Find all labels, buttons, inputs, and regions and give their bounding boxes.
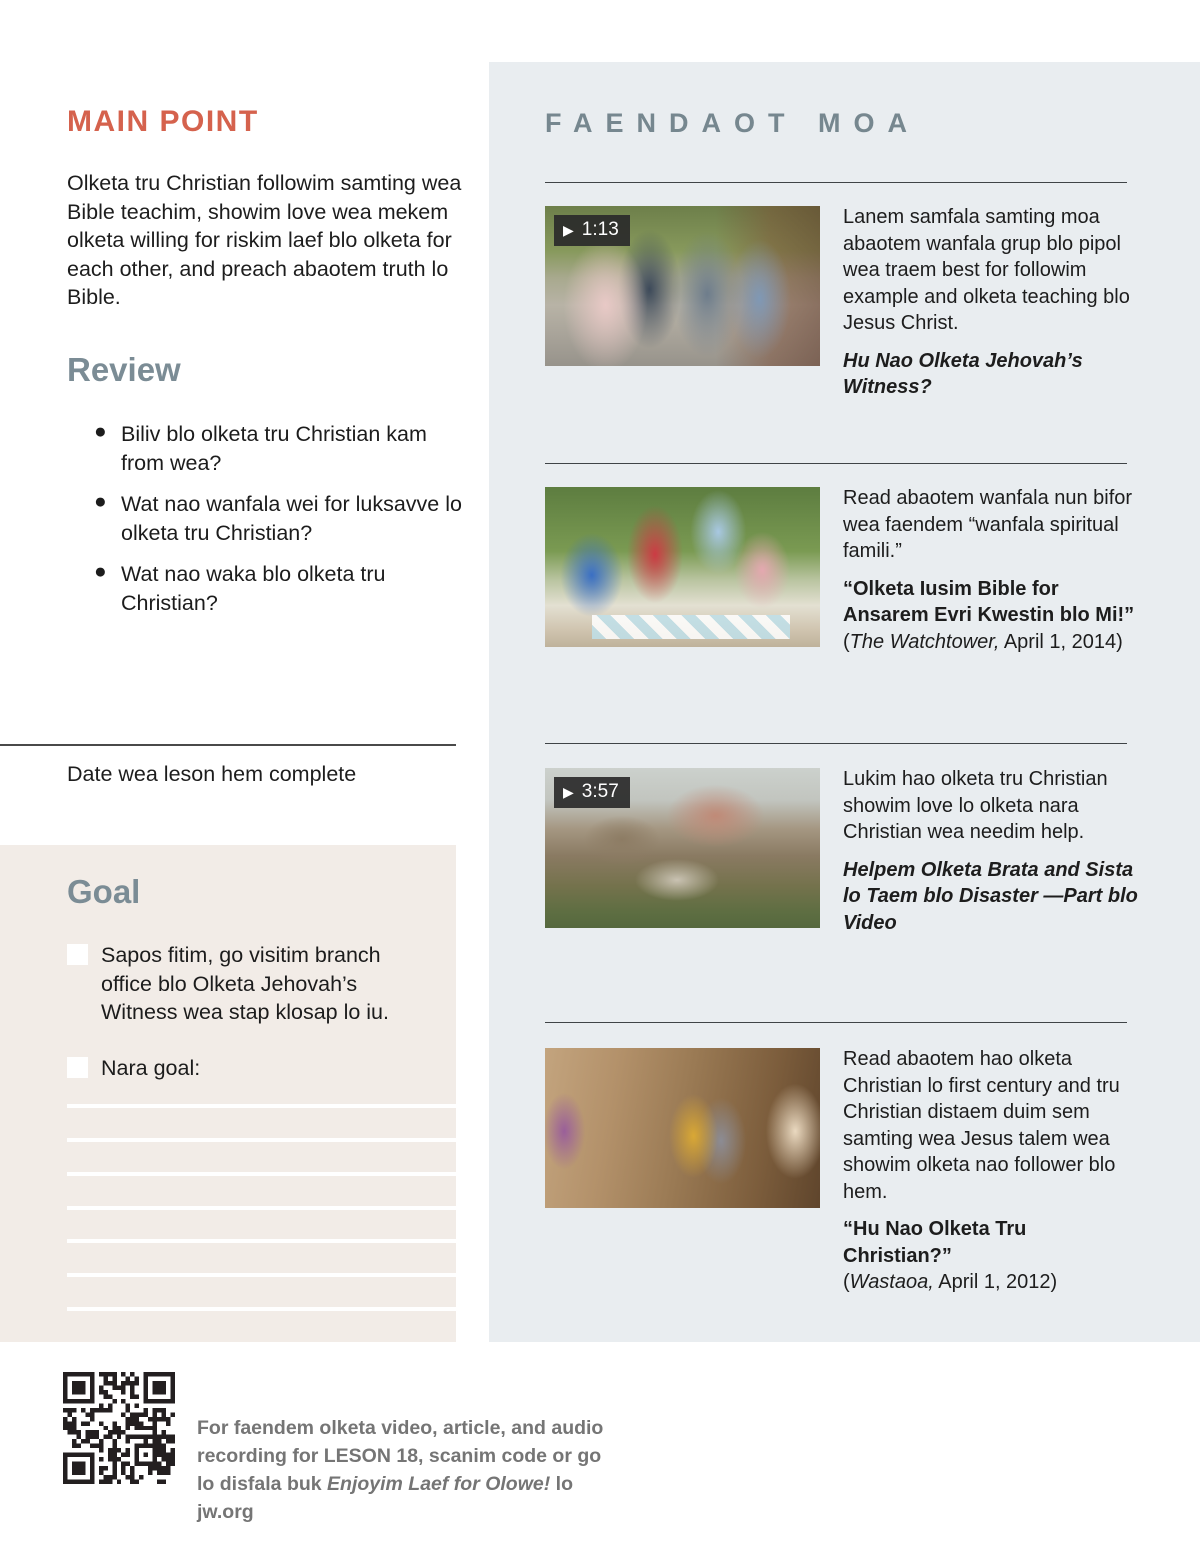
find-out-more-panel: [489, 62, 1200, 1342]
video-thumbnail-street-witnessing[interactable]: [545, 206, 820, 366]
item-reference: “Hu Nao Olketa Tru Christian?”: [843, 1218, 1027, 1267]
writing-line: [67, 1307, 456, 1311]
item-reference: Hu Nao Olketa Jehovah’s Witness?: [843, 349, 1083, 398]
qr-code[interactable]: [63, 1372, 175, 1484]
bullet-icon: ●: [94, 490, 107, 513]
source-text: (: [843, 630, 850, 653]
item-separator: [545, 743, 1127, 744]
item-description: Read abaotem wanfala nun bifor wea faendem “wanfala spiritual famili.”: [843, 487, 1133, 562]
goal-section: [0, 845, 456, 1342]
video-duration: 1:13: [581, 219, 619, 240]
find-out-more-title: FAENDAOT MOA: [545, 108, 920, 138]
find-out-more-item: [843, 204, 1139, 401]
review-question-text: Biliv blo olketa tru Christian kam from wea?: [121, 422, 427, 475]
item-separator: [545, 1022, 1127, 1023]
item-description: Lukim hao olketa tru Christian showim love lo olketa nara Christian wea needim help.: [843, 768, 1108, 843]
review-question: [94, 490, 466, 547]
writing-line: [67, 1104, 456, 1108]
review-title: Review: [67, 351, 181, 388]
review-question: [94, 560, 466, 617]
writing-line: [67, 1206, 456, 1210]
source-publication: Wastaoa,: [849, 1271, 934, 1293]
review-question-list: [94, 420, 466, 630]
review-question-text: Wat nao wanfala wei for luksavve lo olketa tru Christian?: [121, 492, 462, 545]
item-reference: Helpem Olketa Brata and Sista lo Taem blo Disaster —Part blo Video: [843, 858, 1138, 934]
item-description: Read abaotem hao olketa Christian lo first century and tru Christian distaem duim sem samting wea Jesus talem wea showim olketa nao follower blo hem.: [843, 1048, 1120, 1203]
source-date: April 1, 2012): [933, 1271, 1058, 1293]
source-text: (: [843, 1271, 850, 1293]
footer-instructions: [197, 1414, 607, 1526]
video-duration-badge: [554, 215, 630, 246]
photo-thumbnail-family-picnic[interactable]: [545, 487, 820, 647]
item-source: [843, 1269, 1139, 1296]
play-icon: ▶: [563, 784, 574, 800]
writing-line: [67, 1172, 456, 1176]
footer-book-title: Enjoyim Laef for Olowe!: [327, 1473, 551, 1495]
goal-item-text: Sapos fitim, go visitim branch office blo Olketa Jehovah’s Witness wea stap klosap lo iu.: [101, 943, 389, 1024]
video-thumbnail-disaster-relief[interactable]: [545, 768, 820, 928]
writing-line: [67, 1273, 456, 1277]
find-out-more-item: [843, 1046, 1139, 1296]
review-question-text: Wat nao waka blo olketa tru Christian?: [121, 562, 386, 615]
goal-item: [67, 1054, 427, 1083]
footer-text-pre: For faendem olketa video, article, and audio recording for LESON 18, scanim code or go lo disfala buk: [197, 1417, 604, 1495]
goal-checkbox[interactable]: [67, 944, 88, 965]
item-source: [843, 629, 1139, 656]
illustration-thumbnail-first-century[interactable]: [545, 1048, 820, 1208]
item-separator: [545, 182, 1127, 183]
source-publication: The Watchtower,: [849, 630, 1000, 653]
item-reference: “Olketa Iusim Bible for Ansarem Evri Kwestin blo Mi!”: [843, 577, 1135, 626]
goal-checkbox[interactable]: [67, 1057, 88, 1078]
bullet-icon: ●: [94, 420, 107, 443]
writing-line: [67, 1239, 456, 1243]
bullet-icon: ●: [94, 560, 107, 583]
find-out-more-item: [843, 485, 1139, 655]
play-icon: ▶: [563, 222, 574, 238]
review-question: [94, 420, 466, 477]
date-rule: [0, 744, 456, 746]
writing-line: [67, 1138, 456, 1142]
date-complete-label: Date wea leson hem complete: [67, 762, 357, 786]
footer-text-post: lo jw.org: [197, 1473, 573, 1523]
goal-item: [67, 941, 427, 1027]
source-date: April 1, 2014): [999, 630, 1123, 653]
find-out-more-item: [843, 766, 1139, 936]
video-duration-badge: [554, 777, 630, 808]
main-point-body: Olketa tru Christian followim samting wea Bible teachim, showim love wea mekem olketa willing for riskim laef blo olketa for each other, and preach abaotem truth lo Bible.: [67, 171, 462, 309]
goal-item-text: Nara goal:: [101, 1056, 201, 1080]
item-separator: [545, 463, 1127, 464]
main-point-title: MAIN POINT: [67, 105, 259, 138]
item-description: Lanem samfala samting moa abaotem wanfala grup blo pipol wea traem best for followim example and olketa teaching blo Jesus Christ.: [843, 206, 1130, 334]
goal-title: Goal: [67, 873, 141, 910]
video-duration: 3:57: [581, 781, 619, 802]
